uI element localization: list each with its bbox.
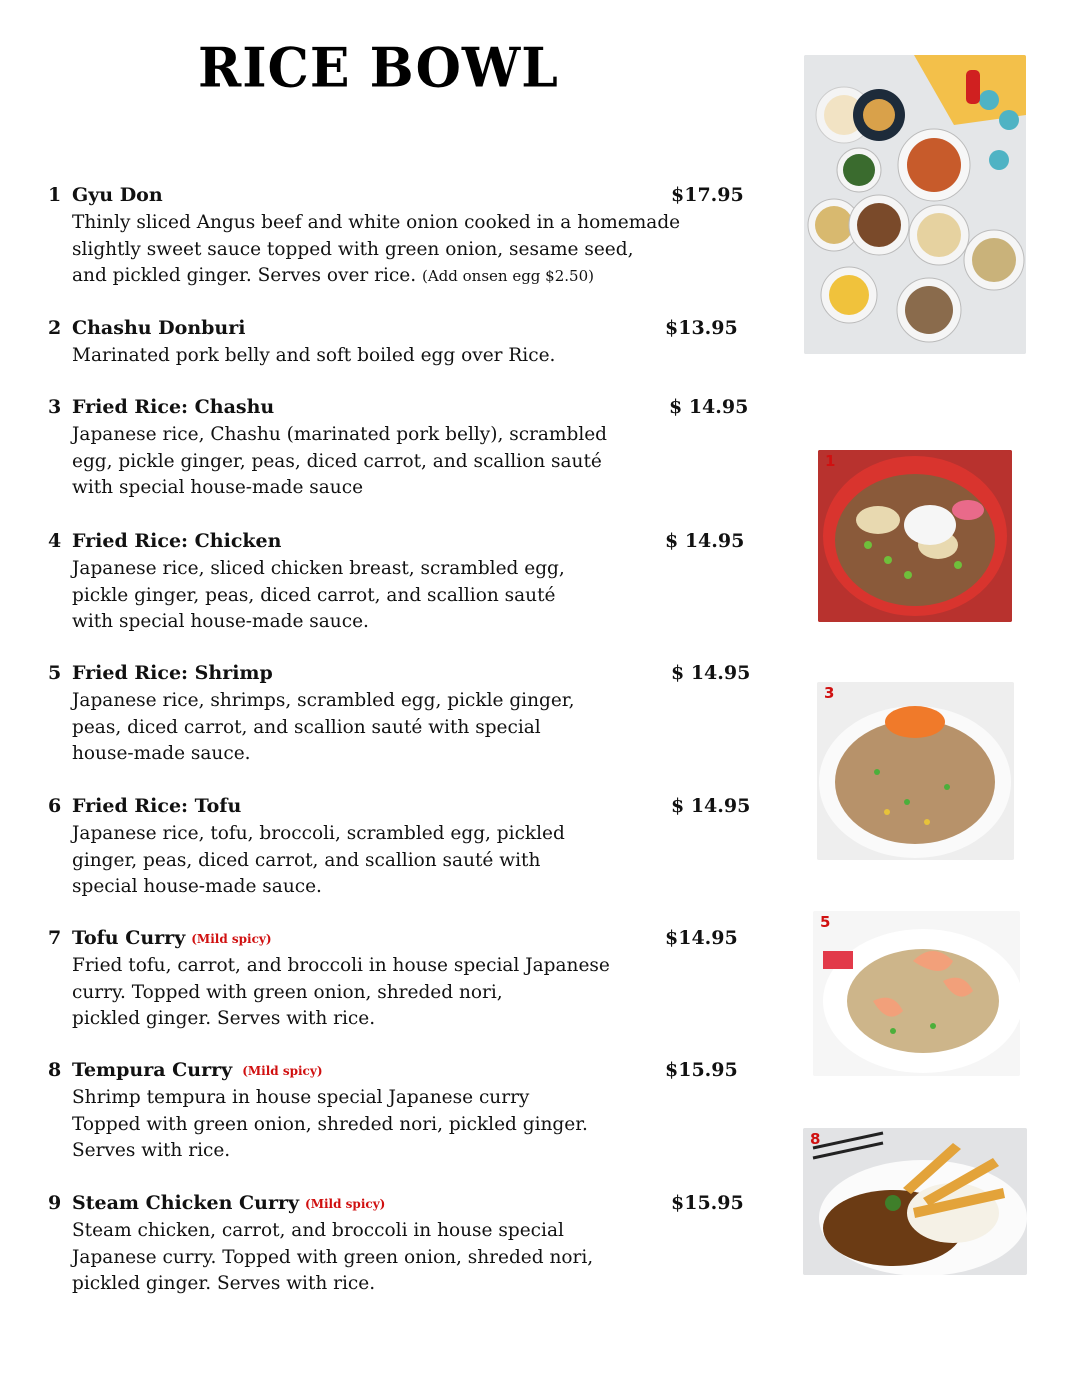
item-number: 4 [48,530,62,552]
item-price: $13.95 [665,317,738,339]
photo-tag: 5 [820,913,831,931]
item-price: $14.95 [665,927,738,949]
menu-item [48,317,768,370]
item-number: 8 [48,1059,62,1081]
spicy-label: (Mild spicy) [191,932,272,946]
photo-tag: 1 [825,452,836,470]
menu-item [48,1192,768,1298]
item-name: Chashu Donburi [72,317,246,339]
item-description-text: Thinly sliced Angus beef and white onion cooked in a homemade slightly sweet sauce topped with green onion, sesame seed, and pickled ginger. Serves over rice. [72,212,681,286]
item-price: $ 14.95 [671,795,751,817]
item-addon: (Add onsen egg $2.50) [421,267,594,285]
item-price: $ 14.95 [665,530,745,552]
menu-item [48,396,768,502]
tempura-curry-image [803,1128,1027,1275]
item-name: Fried Rice: Tofu [72,795,242,817]
tempura-curry-photo [803,1128,1027,1275]
item-name [72,927,272,949]
item-price: $15.95 [665,1059,738,1081]
item-price: $15.95 [671,1192,744,1214]
gyu-don-photo [818,450,1012,622]
photo-tag: 8 [810,1130,821,1148]
item-name: Fried Rice: Chicken [72,530,282,552]
item-name-text: Tofu Curry [72,927,186,949]
item-description [72,210,768,290]
item-description: Fried tofu, carrot, and broccoli in house special Japanese curry. Topped with green onion, shreded nori, pickled ginger. Serves with rice. [72,955,610,1029]
item-name: Fried Rice: Chashu [72,396,275,418]
menu-item [48,184,768,290]
item-price: $ 14.95 [669,396,749,418]
spicy-label: (Mild spicy) [242,1064,323,1078]
item-description: Japanese rice, Chashu (marinated pork belly), scrambled egg, pickle ginger, peas, diced carrot, and scallion sauté with special house-made sauce [72,424,608,498]
item-name-text: Steam Chicken Curry [72,1192,300,1214]
item-name [72,1059,323,1081]
menu-item [48,662,768,768]
fried-rice-photo [817,682,1014,860]
shrimp-rice-image [813,911,1020,1076]
item-number: 3 [48,396,62,418]
menu-item [48,795,768,901]
item-description: Shrimp tempura in house special Japanese curry Topped with green onion, shreded nori, pickled ginger. Serves with rice. [72,1087,588,1161]
item-name: Gyu Don [72,184,163,206]
item-number: 1 [48,184,62,206]
item-number: 9 [48,1192,62,1214]
photo-tag: 3 [824,684,835,702]
item-description: Marinated pork belly and soft boiled egg over Rice. [72,345,556,366]
menu-item [48,530,768,636]
menu-item [48,1059,768,1165]
spread-photo [804,55,1026,354]
item-price: $17.95 [671,184,744,206]
menu-item [48,927,768,1033]
shrimp-rice-photo [813,911,1020,1076]
item-description: Japanese rice, shrimps, scrambled egg, pickle ginger, peas, diced carrot, and scallion sauté with special house-made sauce. [72,690,575,764]
item-number: 6 [48,795,62,817]
item-description: Japanese rice, tofu, broccoli, scrambled egg, pickled ginger, peas, diced carrot, and scallion sauté with special house-made sauce. [72,823,565,897]
item-number: 5 [48,662,62,684]
item-name: Fried Rice: Shrimp [72,662,273,684]
item-description: Steam chicken, carrot, and broccoli in house special Japanese curry. Topped with green onion, shreded nori, pickled ginger. Serves with rice. [72,1220,594,1294]
gyu-don-image [818,450,1012,622]
item-price: $ 14.95 [671,662,751,684]
item-name [72,1192,385,1214]
item-number: 7 [48,927,62,949]
item-name-text: Tempura Curry [72,1059,233,1081]
item-description: Japanese rice, sliced chicken breast, scrambled egg, pickle ginger, peas, diced carrot, and scallion sauté with special house-made sauce. [72,558,565,632]
item-number: 2 [48,317,62,339]
food-spread-image [804,55,1026,354]
page-title: RICE BOWL [198,36,559,101]
fried-rice-image [817,682,1014,860]
spicy-label: (Mild spicy) [305,1197,386,1211]
